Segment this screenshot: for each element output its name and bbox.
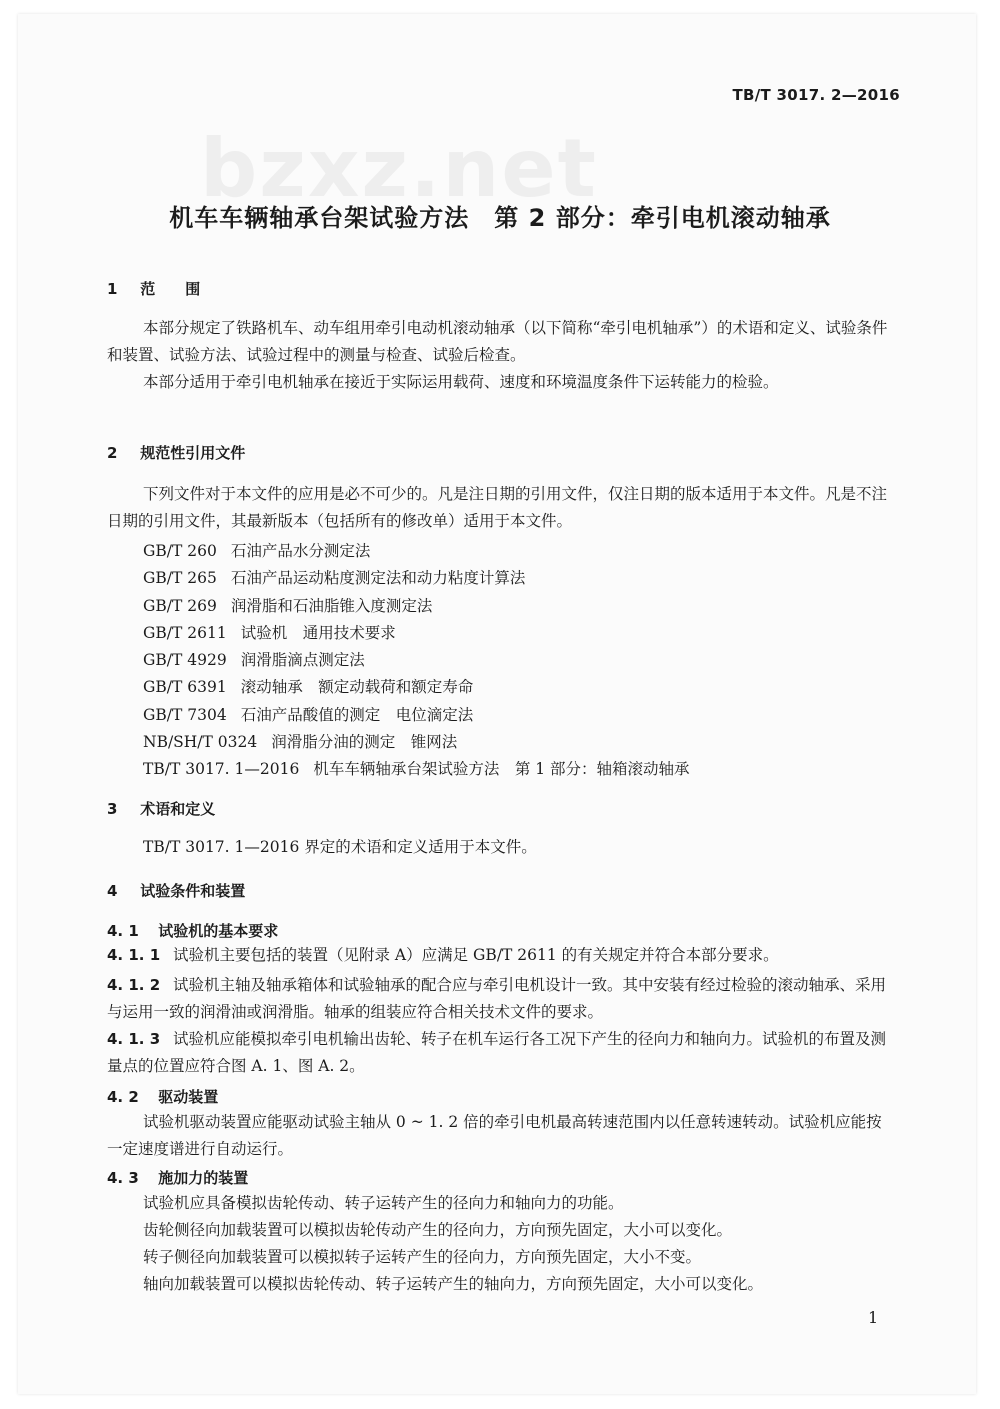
section-4-3-line-3: 转子侧径向加载装置可以模拟转子运转产生的径向力，方向预先固定，大小不变。: [143, 1248, 702, 1266]
reference-code: GB/T 269: [143, 596, 217, 615]
section-title: 施加力的装置: [158, 1169, 249, 1187]
section-number: 1: [107, 280, 118, 298]
section-title: 规范性引用文件: [140, 444, 246, 462]
section-4-3-line-1: 试验机应具备模拟齿轮传动、转子运转产生的径向力和轴向力的功能。: [143, 1194, 624, 1212]
reference-item: [143, 729, 690, 756]
section-title: 术语和定义: [140, 800, 216, 818]
reference-title: 石油产品酸值的测定 电位滴定法: [240, 705, 474, 724]
section-number: 4: [107, 882, 118, 900]
reference-code: GB/T 4929: [143, 651, 227, 670]
reference-title: 石油产品运动粘度测定法和动力粘度计算法: [230, 569, 526, 588]
clause-number: [107, 1030, 173, 1048]
section-4-3-heading: [107, 1167, 248, 1188]
watermark: bzxz.net: [200, 122, 598, 215]
clause-text: 试验机主要包括的装置（见附录 A）应满足 GB/T 2611 的有关规定并符合本部分要求。: [173, 946, 779, 964]
section-4-3-line-2: 齿轮侧径向加载装置可以模拟齿轮传动产生的径向力，方向预先固定，大小可以变化。: [143, 1221, 733, 1239]
section-number: 4. 1: [107, 922, 139, 940]
clause-4-1-1: [107, 942, 897, 969]
reference-code: GB/T 265: [143, 569, 217, 588]
reference-title: 润滑脂分油的测定 锥网法: [271, 733, 458, 752]
reference-code: GB/T 7304: [143, 705, 227, 724]
clause-4-1-2: [107, 972, 897, 1026]
document-title: 机车车辆轴承台架试验方法 第 2 部分：牵引电机滚动轴承: [169, 204, 831, 232]
reference-item: [143, 647, 690, 674]
reference-title: 润滑脂滴点测定法: [240, 651, 365, 670]
section-title: 试验机的基本要求: [158, 922, 279, 940]
section-2-heading: [107, 442, 245, 463]
reference-code: GB/T 2611: [143, 623, 227, 642]
section-title: 驱动装置: [158, 1088, 219, 1106]
clause-number-text: 4. 1. 1: [107, 946, 161, 964]
section-3-heading: [107, 798, 215, 819]
reference-code: GB/T 6391: [143, 678, 227, 697]
section-1-paragraph-1: 本部分规定了铁路机车、动车组用牵引电动机滚动轴承（以下简称“牵引电机轴承”）的术语和定义、试验条件和装置、试验方法、试验过程中的测量与检查、试验后检查。: [107, 319, 888, 364]
reference-item: [143, 620, 690, 647]
document-id: TB/T 3017. 2—2016: [732, 86, 900, 104]
section-1-heading: [107, 278, 200, 299]
section-number: 3: [107, 800, 118, 818]
clause-text: 试验机应能模拟牵引电机输出齿轮、转子在机车运行各工况下产生的径向力和轴向力。试验机的布置及测量点的位置应符合图 A. 1、图 A. 2。: [107, 1030, 887, 1075]
section-2-paragraph-1: 下列文件对于本文件的应用是必不可少的。凡是注日期的引用文件，仅注日期的版本适用于本文件。凡是不注日期的引用文件，其最新版本（包括所有的修改单）适用于本文件。: [107, 485, 888, 530]
reference-item: [143, 593, 690, 620]
clause-4-1-3: [107, 1026, 897, 1080]
section-1-paragraph-2: 本部分适用于牵引电机轴承在接近于实际运用载荷、速度和环境温度条件下运转能力的检验。: [143, 373, 779, 391]
reference-title: 石油产品水分测定法: [230, 542, 371, 560]
reference-item: [143, 565, 690, 592]
clause-number-text: 4. 1. 2: [107, 976, 161, 994]
section-4-2-heading: [107, 1086, 218, 1107]
reference-title: 机车车辆轴承台架试验方法 第 1 部分：轴箱滚动轴承: [313, 760, 690, 779]
clause-number: [107, 946, 173, 964]
section-title: 试验条件和装置: [140, 882, 246, 900]
section-title: 范 围: [140, 280, 201, 298]
reference-title: 润滑脂和石油脂锥入度测定法: [230, 596, 433, 615]
clause-number: [107, 976, 173, 994]
page-number: 1: [868, 1308, 879, 1327]
section-number: 4. 3: [107, 1169, 139, 1187]
reference-title: 试验机 通用技术要求: [240, 623, 396, 642]
normative-reference-list: [143, 538, 690, 784]
reference-code: GB/T 260: [143, 542, 217, 560]
section-4-heading: [107, 880, 245, 901]
clause-number-text: 4. 1. 3: [107, 1030, 161, 1048]
reference-code: TB/T 3017. 1—2016: [143, 760, 300, 779]
section-4-1-heading: [107, 920, 278, 941]
reference-item: [143, 756, 690, 783]
section-number: 4. 2: [107, 1088, 139, 1106]
reference-code: NB/SH/T 0324: [143, 733, 258, 752]
reference-item: [143, 702, 690, 729]
section-4-2-paragraph-1: 试验机驱动装置应能驱动试验主轴从 0 ~ 1. 2 倍的牵引电机最高转速范围内以任意转速转动。试验机应能按一定速度谱进行自动运行。: [107, 1113, 882, 1158]
clause-text: 试验机主轴及轴承箱体和试验轴承的配合应与牵引电机设计一致。其中安装有经过检验的滚动轴承、采用与运用一致的润滑油或润滑脂。轴承的组装应符合相关技术文件的要求。: [107, 976, 887, 1021]
reference-title: 滚动轴承 额定动载荷和额定寿命: [240, 678, 474, 697]
section-number: 2: [107, 444, 118, 462]
section-3-paragraph-1: TB/T 3017. 1—2016 界定的术语和定义适用于本文件。: [143, 838, 537, 856]
section-4-3-line-4: 轴向加载装置可以模拟齿轮传动、转子运转产生的轴向力，方向预先固定，大小可以变化。: [143, 1275, 764, 1293]
reference-item: [143, 674, 690, 701]
reference-item: [143, 538, 690, 565]
